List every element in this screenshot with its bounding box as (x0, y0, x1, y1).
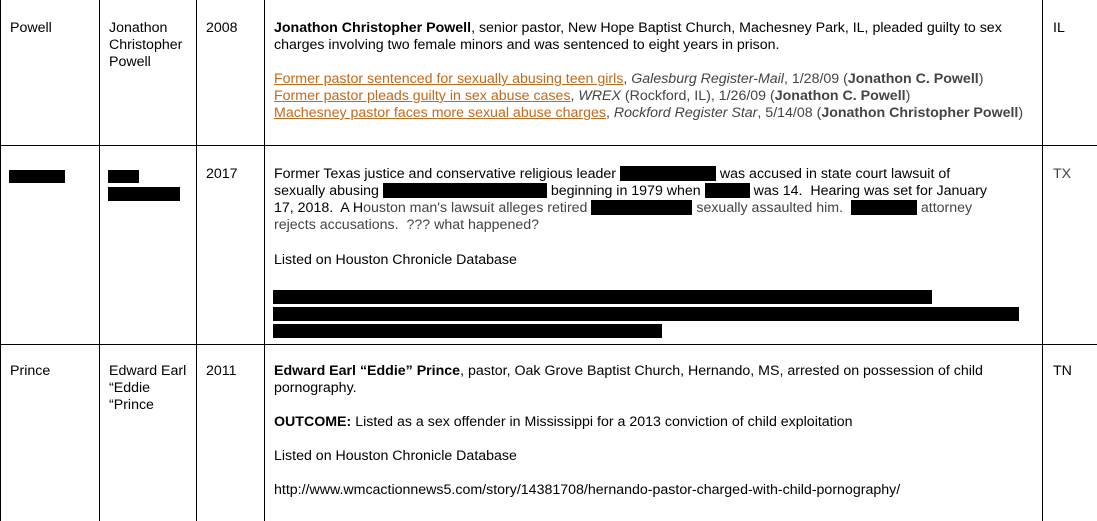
redaction-bar (108, 187, 180, 201)
summary (274, 20, 1034, 54)
row-2-listed-note: Listed on Houston Chronicle Database (274, 252, 517, 268)
redaction-bar (9, 170, 65, 183)
redaction-bar (383, 183, 547, 198)
redaction-bar (705, 183, 750, 198)
outcome (274, 414, 1036, 431)
source-date: , 1/28/09 ( (783, 71, 848, 87)
redaction-bar (851, 200, 917, 215)
redaction-bar (273, 324, 662, 338)
table-row-powell-state: IL (1053, 20, 1065, 36)
table-border-left (0, 0, 1, 521)
outcome-text: Listed as a sex offender in Mississippi for a 2013 conviction of child exploitation (351, 414, 853, 430)
outcome-label: OUTCOME: (274, 414, 352, 430)
source-url[interactable]: http://www.wmcactionnews5.com/story/14381708/hernando-pastor-charged-with-child-pornography/ (274, 482, 901, 498)
source-link[interactable]: Former pastor sentenced for sexually abusing teen girls (274, 71, 624, 87)
row-2-line-1: Former Texas justice and conservative religious leader was accused in state court lawsuit of (274, 166, 951, 182)
table-row-powell-description (274, 20, 1034, 122)
table-row-prince-last-name: Prince (10, 363, 51, 379)
row-2-line-4: rejects accusations. ??? what happened? (274, 217, 540, 233)
subject-name: Jonathon Christopher Powell (274, 20, 472, 36)
summary-text: , pastor, Oak Grove Baptist Church, Hernando, MS, arrested on possession of child pornography. (274, 363, 983, 396)
summary-text: , senior pastor, New Hope Baptist Church, Machesney Park, IL, pleaded guilty to sex charges involving two female minors and was sentenced to eight years in prison. (274, 20, 1002, 53)
table-row-prince-year: 2011 (206, 363, 237, 379)
source-link[interactable]: Machesney pastor faces more sexual abuse charges (274, 105, 607, 121)
redaction-bar (273, 290, 932, 304)
subject-name: Edward Earl “Eddie” Prince (274, 363, 461, 379)
table-row-powell-full-name: Jonathon Christopher Powell (109, 20, 183, 70)
source-entry: Machesney pastor faces more sexual abuse charges, Rockford Register Star, 5/14/08 (Jonathon Christopher Powell) (274, 105, 1024, 121)
column-divider (1042, 0, 1043, 521)
table-row-powell-last-name: Powell (10, 20, 52, 36)
redaction-bar (591, 200, 692, 215)
table-row-redacted-state: TX (1053, 166, 1072, 182)
source-subject: Jonathon Christopher Powell (821, 105, 1019, 121)
table-row-powell-year: 2008 (206, 20, 238, 36)
source-link[interactable]: Former pastor pleads guilty in sex abuse cases (274, 88, 571, 104)
redaction-bar (273, 307, 1019, 321)
column-divider (99, 0, 100, 521)
source-entry: Former pastor sentenced for sexually abusing teen girls, Galesburg Register-Mail, 1/28/09 (Jonathon C. Powell) (274, 71, 984, 87)
redaction-bar (620, 166, 716, 181)
table-row-prince-full-name: Edward Earl “Eddie “Prince (109, 363, 187, 413)
source-entry: Former pastor pleads guilty in sex abuse cases, WREX (Rockford, IL), 1/26/09 (Jonathon C. Powell) (274, 88, 911, 104)
source-publication: WREX (578, 88, 621, 104)
source-date: , 5/14/08 ( (757, 105, 822, 121)
row-2-line-2: sexually abusing beginning in 1979 when was 14. Hearing was set for January (274, 183, 988, 199)
source-subject: Jonathon C. Powell (847, 71, 979, 87)
listed-note: Listed on Houston Chronicle Database (274, 448, 517, 464)
table-row-prince-state: TN (1053, 363, 1072, 379)
redaction-bar (108, 170, 139, 183)
row-2-line-3: 17, 2018. A Houston man's lawsuit alleges retired sexually assaulted him. attorney (274, 200, 973, 216)
table-row-redacted-year: 2017 (206, 166, 238, 182)
summary (274, 363, 1036, 397)
row-divider (0, 344, 1097, 345)
row-divider (0, 145, 1097, 146)
column-divider (264, 0, 265, 521)
source-publication: Galesburg Register-Mail (631, 71, 784, 87)
table-row-prince-description (274, 363, 1036, 499)
column-divider (196, 0, 197, 521)
source-publication: Rockford Register Star (613, 105, 758, 121)
source-subject: Jonathon C. Powell (774, 88, 906, 104)
source-date: (Rockford, IL), 1/26/09 ( (620, 88, 775, 104)
